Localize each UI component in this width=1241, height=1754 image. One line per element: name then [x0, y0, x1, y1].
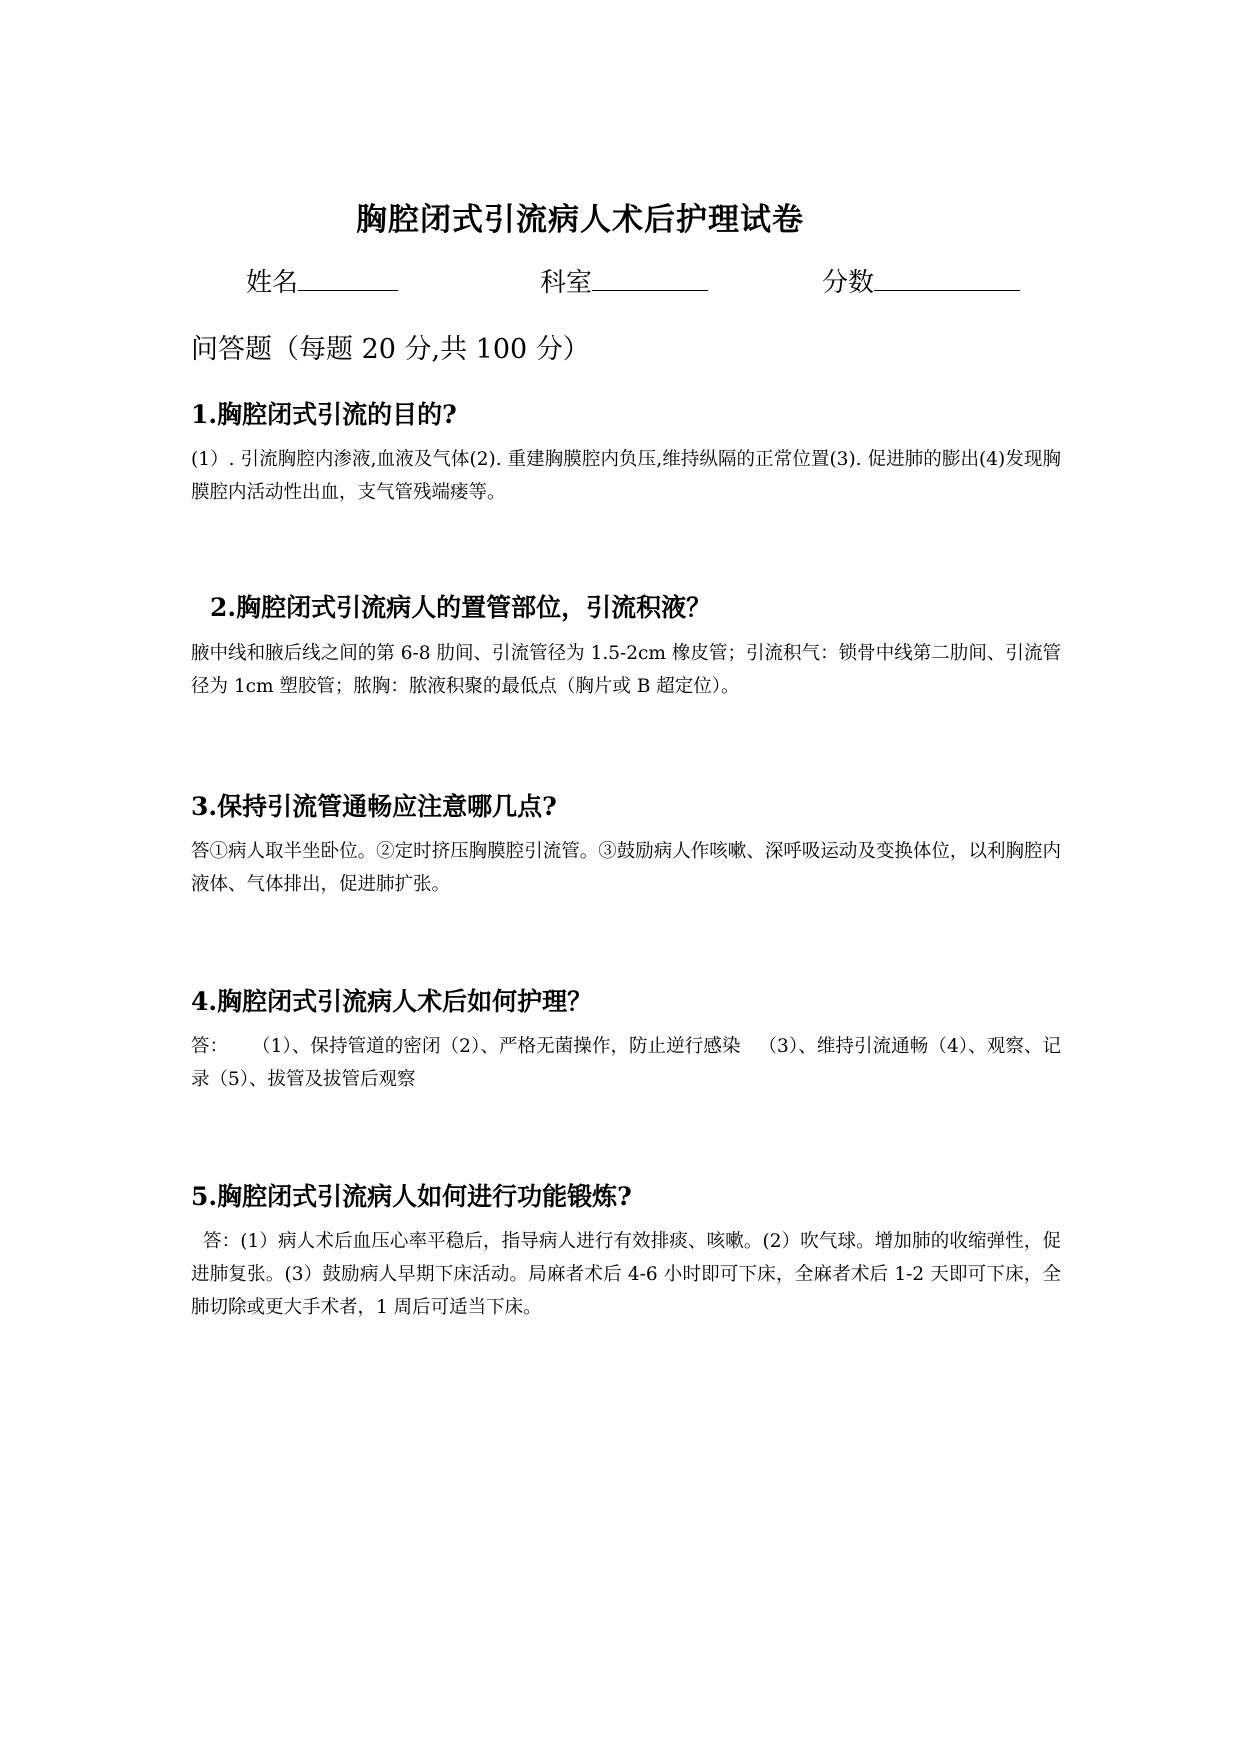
department-blank-line[interactable] — [592, 264, 708, 291]
score-field[interactable] — [822, 262, 1020, 299]
department-label: 科室 — [540, 268, 593, 298]
section-title: 问答题（每题 20 分,共 100 分） — [191, 334, 590, 365]
answer-4: 答： （1）、保持管道的密闭（2）、严格无菌操作，防止逆行感染 （3）、维持引流通畅（4）、观察、记录（5）、拔管及拔管后观察 — [191, 1036, 1061, 1090]
department-field[interactable] — [540, 262, 708, 299]
question-5: 5.胸腔闭式引流病人如何进行功能锻炼? — [191, 1182, 632, 1211]
answer-3: 答①病人取半坐卧位。②定时挤压胸膜腔引流管。③鼓励病人作咳嗽、深呼吸运动及变换体位，以利胸腔内液体、气体排出，促进肺扩张。 — [191, 841, 1061, 895]
name-field[interactable] — [246, 262, 398, 299]
answer-1: (1）. 引流胸腔内渗液,血液及气体(2). 重建胸膜腔内负压,维持纵隔的正常位置(3). 促进肺的膨出(4)发现胸膜腔内活动性出血，支气管残端瘘等。 — [191, 449, 1061, 503]
name-label: 姓名 — [246, 268, 299, 298]
answer-2: 腋中线和腋后线之间的第 6-8 肋间、引流管径为 1.5-2cm 橡皮管；引流积气：锁骨中线第二肋间、引流管径为 1cm 塑胶管；脓胸：脓液积聚的最低点（胸片或 B 超定位）。 — [191, 643, 1061, 697]
score-label: 分数 — [822, 268, 875, 298]
question-3: 3.保持引流管通畅应注意哪几点? — [191, 792, 557, 821]
question-4: 4.胸腔闭式引流病人术后如何护理？ — [191, 987, 593, 1016]
question-1: 1.胸腔闭式引流的目的? — [191, 400, 457, 429]
answer-5: 答：(1）病人术后血压心率平稳后，指导病人进行有效排痰、咳嗽。(2）吹气球。增加肺的收缩弹性，促进肺复张。(3）鼓励病人早期下床活动。局麻者术后 4-6 小时即可下床，全麻者术后 1-2 天即可下床，全肺切除或更大手术者，1 周后可适当下床。 — [191, 1231, 1061, 1318]
exam-title: 胸腔闭式引流病人术后护理试卷 — [356, 202, 804, 238]
question-2: 2.胸腔闭式引流病人的置管部位，引流积液？ — [210, 593, 712, 622]
score-blank-line[interactable] — [874, 264, 1020, 291]
name-blank-line[interactable] — [298, 264, 398, 291]
